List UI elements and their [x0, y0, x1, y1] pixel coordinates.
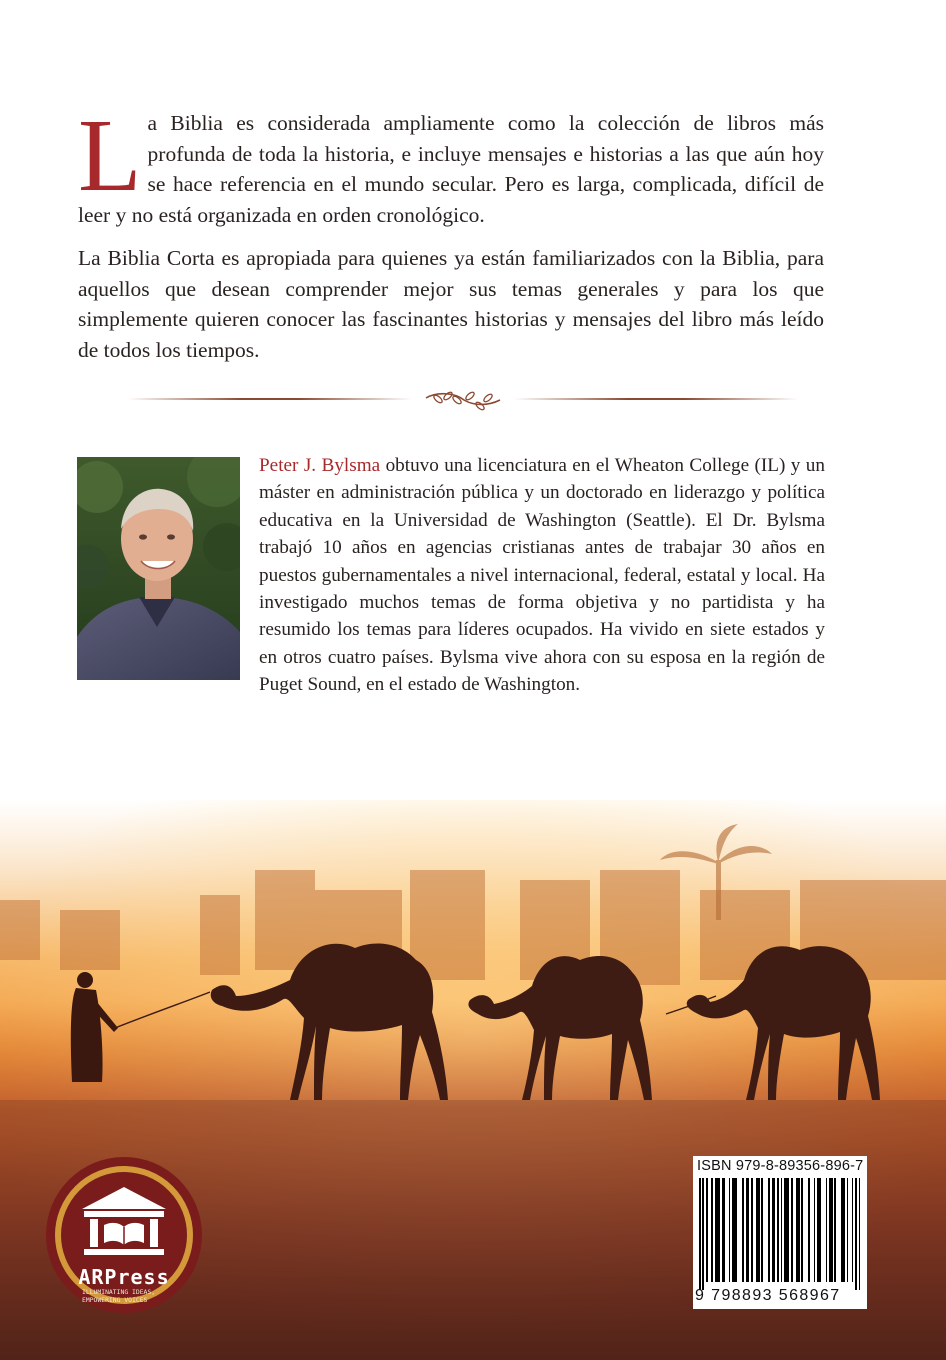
author-bio: [259, 452, 825, 699]
publisher-name: ARPress: [78, 1265, 170, 1289]
barcode-bar: [859, 1178, 861, 1290]
barcode-bars: [699, 1178, 861, 1290]
drop-cap: L: [78, 98, 142, 213]
publisher-tagline-line-2: EMPOWERING VOICES: [82, 1295, 148, 1304]
author-bio-text: obtuvo una licenciatura en el Wheaton College (IL) y un máster en administración pública y un doctorado en liderazgo y política educativa en la Universidad de Washington (Seattle). El Dr. Bylsma trabajó 10 años en agencias cristianas antes de trabajar 30 años en puestos gubernamentales a nivel internacional, federal, estatal y local. Ha investigado muchos temas de forma objetiva y no partidista y ha resumido los temas para líderes ocupados. Ha vivido en siete estados y en otros cuatro países. Bylsma vive ahora con su esposa en la región de Puget Sound, en el estado de Washington.: [259, 455, 825, 696]
publisher-tagline: [82, 1289, 192, 1304]
divider-line-right: [514, 398, 798, 400]
publisher-logo[interactable]: [44, 1155, 204, 1315]
isbn-barcode: [693, 1156, 867, 1309]
ornamental-divider: [128, 386, 798, 412]
laurel-icon: [424, 386, 504, 412]
author-name: Peter J. Bylsma: [259, 455, 381, 476]
author-photo: [77, 457, 240, 680]
intro-text: [78, 98, 824, 378]
isbn-label: ISBN 979-8-89356-896-7: [697, 1158, 864, 1174]
intro-paragraph-1-text: a Biblia es considerada ampliamente como la colección de libros más profunda de toda la historia, e incluye mensajes e historias a las que aún hoy se hace referencia en el mundo secular. Pero es larga, complicada, difícil de leer y no está organizada en orden cronológico.: [78, 111, 824, 227]
barcode-number: 9 798893 568967: [695, 1287, 841, 1304]
intro-paragraph-2: La Biblia Corta es apropiada para quienes ya están familiarizados con la Biblia, para aquellos que desean comprender mejor sus temas generales y para los que simplemente quieren conocer las fascinantes historias y mensajes del libro más leído de todos los tiempos.: [78, 246, 824, 362]
publisher-tagline-line-1: ILLUMINATING IDEAS,: [82, 1288, 156, 1296]
intro-paragraph-1: [78, 98, 824, 230]
divider-line-left: [128, 398, 412, 400]
